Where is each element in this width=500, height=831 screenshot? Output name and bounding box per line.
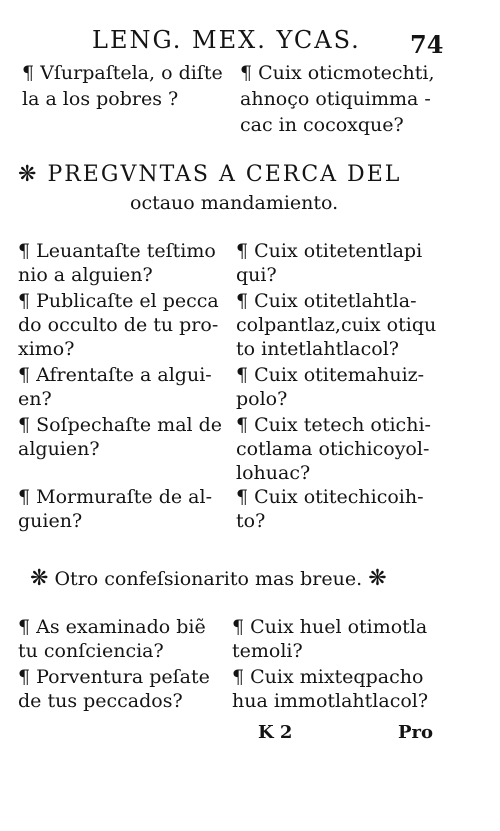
intro-right-line: ¶ Cuix oticmotechti, — [240, 62, 435, 84]
answer-line: qui? — [236, 264, 277, 286]
question-line: tu conſciencia? — [18, 640, 164, 662]
question-line: ¶ Porventura peſate — [18, 666, 210, 688]
question-line: de tus peccados? — [18, 690, 183, 712]
asterism-icon: ❋ — [368, 566, 387, 591]
intro-right-line: ahnoço otiquimma - — [240, 88, 431, 110]
question-line: ¶ Mormuraſte de al- — [18, 486, 212, 508]
question-line: ¶ Leuantaſte teſtimo — [18, 240, 216, 262]
answer-line: ¶ Cuix huel otimotla — [232, 616, 428, 638]
question-line: ¶ Soſpechaſte mal de — [18, 414, 223, 436]
answer-line: cotlama otichicoyol- — [236, 438, 430, 460]
signature-mark: K 2 — [258, 722, 293, 743]
section-heading — [18, 162, 401, 187]
question-line: nio a alguien? — [18, 264, 153, 286]
page-number: 74 — [410, 30, 444, 59]
question-line: en? — [18, 388, 52, 410]
answer-line: lohuac? — [236, 462, 311, 484]
intro-left-line: ¶ Vſurpaſtela, o diſte — [22, 62, 223, 84]
intro-right-line: cac in cocoxque? — [240, 114, 404, 136]
answer-line: polo? — [236, 388, 288, 410]
question-line: alguien? — [18, 438, 100, 460]
answer-line: ¶ Cuix otitemahuiz- — [236, 364, 425, 386]
section-title: Otro confeſsionarito mas breue. — [54, 568, 363, 590]
answer-line: hua immotlahtlacol? — [232, 690, 429, 712]
asterism-icon: ❋ — [30, 566, 49, 591]
running-title: LENG. MEX. YCAS. — [92, 26, 361, 54]
answer-line: ¶ Cuix tetech otichi- — [236, 414, 431, 436]
answer-line: ¶ Cuix otitetlahtla- — [236, 290, 417, 312]
answer-line: to intetlahtlacol? — [236, 338, 399, 360]
question-line: ¶ As examinado biẽ — [18, 616, 206, 638]
answer-line: temoli? — [232, 640, 303, 662]
question-line: do occulto de tu pro- — [18, 314, 219, 336]
answer-line: ¶ Cuix otitetentlapi — [236, 240, 423, 262]
asterism-icon: ❋ — [18, 162, 39, 187]
catchword: Pro — [398, 722, 434, 743]
section-subtitle: octauo mandamiento. — [130, 192, 339, 214]
question-line: ¶ Publicaſte el pecca — [18, 290, 219, 312]
answer-line: ¶ Cuix otitechicoih- — [236, 486, 424, 508]
intro-left-line: la a los pobres ? — [22, 88, 179, 110]
question-line: ximo? — [18, 338, 75, 360]
answer-line: ¶ Cuix mixteqpacho — [232, 666, 424, 688]
section-title: PREGVNTAS A CERCA DEL — [47, 162, 402, 187]
question-line: guien? — [18, 510, 83, 532]
section-heading — [30, 566, 387, 591]
answer-line: to? — [236, 510, 266, 532]
answer-line: colpantlaz,cuix otiqu — [236, 314, 437, 336]
question-line: ¶ Afrentaſte a algui- — [18, 364, 212, 386]
